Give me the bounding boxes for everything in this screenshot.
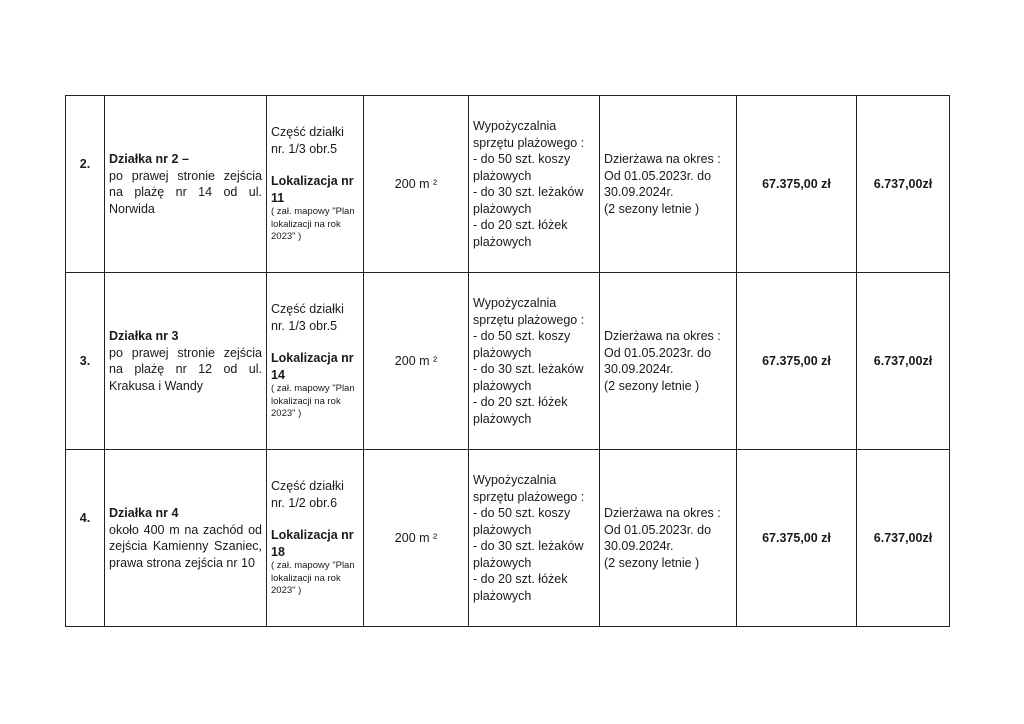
lease-cell <box>600 96 737 273</box>
location-label: Lokalizacja nr 18 <box>271 528 354 559</box>
use-line: - do 20 szt. łóżek plażowych <box>473 218 568 249</box>
part-cell <box>267 273 364 450</box>
use-line: Wypożyczalnia sprzętu plażowego : <box>473 296 585 327</box>
lease-line: Od 01.05.2023r. do 30.09.2024r. <box>604 345 712 376</box>
plot-description: około 400 m na zachód od zejścia Kamienny Szaniec, prawa strona zejścia nr 10 <box>109 522 262 570</box>
lease-line: Dzierżawa na okres : <box>604 506 721 520</box>
area-cell <box>364 273 469 450</box>
deposit-value: 6.737,00zł <box>873 530 933 545</box>
lease-cell <box>600 450 737 627</box>
use-line: - do 20 szt. łóżek plażowych <box>473 395 568 426</box>
plot-description: po prawej stronie zejścia na plażę nr 14 od ul. Norwida <box>109 168 262 216</box>
plot-cell <box>105 96 267 273</box>
use-line: - do 50 szt. koszy plażowych <box>473 506 571 537</box>
use-cell <box>469 450 600 627</box>
deposit-cell <box>857 450 950 627</box>
location-note: ( zał. mapowy "Plan lokalizacji na rok 2023" ) <box>271 206 355 243</box>
area-value: 200 m ² <box>394 353 438 368</box>
price-value: 67.375,00 zł <box>762 353 831 368</box>
lease-line: Dzierżawa na okres : <box>604 152 721 166</box>
lease-line: Od 01.05.2023r. do 30.09.2024r. <box>604 522 712 553</box>
plot-name: Działka nr 3 <box>109 329 179 343</box>
location-label: Lokalizacja nr 14 <box>271 351 354 382</box>
lease-line: Od 01.05.2023r. do 30.09.2024r. <box>604 168 712 199</box>
price-value: 67.375,00 zł <box>762 176 831 191</box>
area-value: 200 m ² <box>394 176 438 191</box>
use-line: - do 50 szt. koszy plażowych <box>473 329 571 360</box>
price-value: 67.375,00 zł <box>762 530 831 545</box>
part-cell <box>267 450 364 627</box>
plot-name: Działka nr 2 – <box>109 152 189 166</box>
lease-cell <box>600 273 737 450</box>
price-cell <box>737 96 857 273</box>
lease-line: (2 sezony letnie ) <box>604 555 700 570</box>
part-text: Część działki nr. 1/3 obr.5 <box>271 302 344 333</box>
lease-table <box>65 95 950 627</box>
table-row <box>66 450 950 627</box>
area-value: 200 m ² <box>394 530 438 545</box>
row-number: 3. <box>66 273 105 450</box>
row-number: 4. <box>66 450 105 627</box>
use-line: Wypożyczalnia sprzętu plażowego : <box>473 473 585 504</box>
plot-name: Działka nr 4 <box>109 506 179 520</box>
area-cell <box>364 96 469 273</box>
deposit-value: 6.737,00zł <box>873 353 933 368</box>
lease-line: Dzierżawa na okres : <box>604 329 721 343</box>
area-cell <box>364 450 469 627</box>
use-cell <box>469 273 600 450</box>
part-text: Część działki nr. 1/2 obr.6 <box>271 479 344 510</box>
deposit-value: 6.737,00zł <box>873 176 933 191</box>
deposit-cell <box>857 96 950 273</box>
price-cell <box>737 450 857 627</box>
lease-line: (2 sezony letnie ) <box>604 201 700 216</box>
use-line: - do 50 szt. koszy plażowych <box>473 152 571 183</box>
plot-cell <box>105 450 267 627</box>
part-text: Część działki nr. 1/3 obr.5 <box>271 125 344 156</box>
table-row <box>66 273 950 450</box>
location-note: ( zał. mapowy "Plan lokalizacji na rok 2023" ) <box>271 383 355 420</box>
price-cell <box>737 273 857 450</box>
plot-cell <box>105 273 267 450</box>
deposit-cell <box>857 273 950 450</box>
use-line: - do 30 szt. leżaków plażowych <box>473 539 584 570</box>
use-line: Wypożyczalnia sprzętu plażowego : <box>473 119 585 150</box>
lease-line: (2 sezony letnie ) <box>604 378 700 393</box>
location-note: ( zał. mapowy "Plan lokalizacji na rok 2023" ) <box>271 560 355 597</box>
plot-description: po prawej stronie zejścia na plażę nr 12 od ul. Krakusa i Wandy <box>109 345 262 393</box>
use-line: - do 20 szt. łóżek plażowych <box>473 572 568 603</box>
location-label: Lokalizacja nr 11 <box>271 174 354 205</box>
use-line: - do 30 szt. leżaków plażowych <box>473 185 584 216</box>
part-cell <box>267 96 364 273</box>
table-row <box>66 96 950 273</box>
use-cell <box>469 96 600 273</box>
use-line: - do 30 szt. leżaków plażowych <box>473 362 584 393</box>
row-number: 2. <box>66 96 105 273</box>
